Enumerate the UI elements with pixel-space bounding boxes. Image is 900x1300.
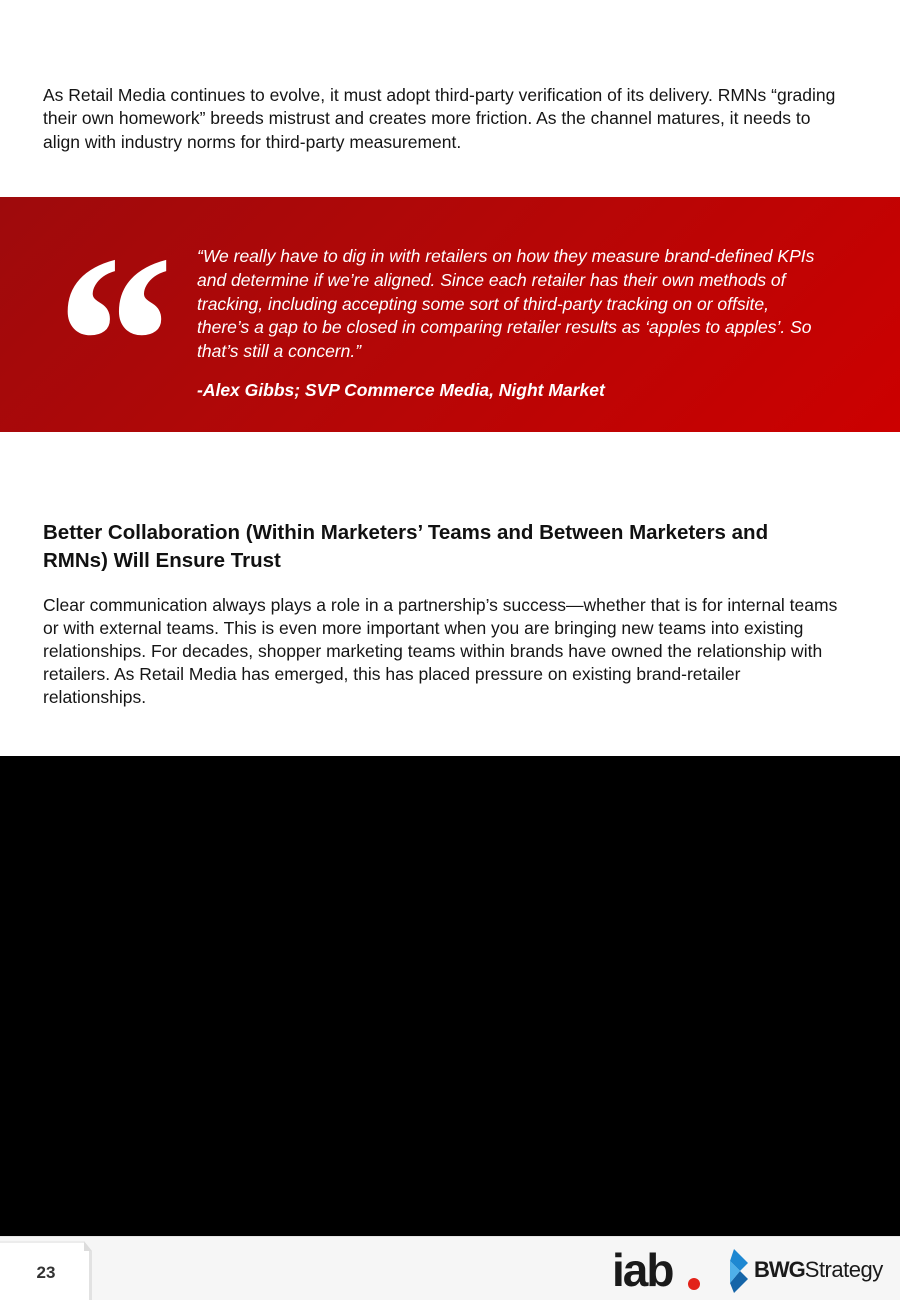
intro-paragraph: As Retail Media continues to evolve, it must adopt third-party verification of its delivery. RMNs “grading their own homework” breeds mistrust and creates more friction. As the channel matures, it needs to align with industry norms for third-party measurement. [43,84,836,152]
page-footer [0,1236,900,1300]
media-placeholder-block [0,756,900,1236]
quote-mark-icon: “ [44,204,151,481]
section-heading: Better Collaboration (Within Marketers’ Teams and Between Marketers and RMNs) Will Ensure Trust [43,521,769,572]
section-body: Clear communication always plays a role in a partnership’s success—whether that is for internal teams or with external teams. This is even more important when you are bringing new teams into existing relationships. For decades, shopper marketing teams within brands have owned the relationship with retailers. As Retail Media has emerged, this has placed pressure on existing brand-retailer relationships. [43,594,838,707]
iab-logo [612,1243,704,1295]
bwg-chevron-icon [728,1249,750,1293]
iab-logo-text: iab [612,1244,673,1296]
bwg-logo-regular-text: Strategy [804,1257,883,1282]
bwg-logo-bold-text: BWG [754,1257,805,1282]
page-number-tab [0,1241,92,1300]
pull-quote-attribution: -Alex Gibbs; SVP Commerce Media, Night Market [197,380,605,400]
page-number: 23 [36,1263,56,1282]
iab-logo-dot-icon [688,1278,700,1290]
bwg-logo-text [754,1257,883,1283]
pull-quote-text: “We really have to dig in with retailers on how they measure brand-defined KPIs and determine if we’re aligned. Since each retailer has their own methods of tracking, including accepting some sort of third-party tracking on or offsite, there’s a gap to be closed in comparing retailer results as ‘apples to apples’. So that’s still a concern.” [197,246,815,362]
bwg-strategy-logo [728,1247,888,1293]
